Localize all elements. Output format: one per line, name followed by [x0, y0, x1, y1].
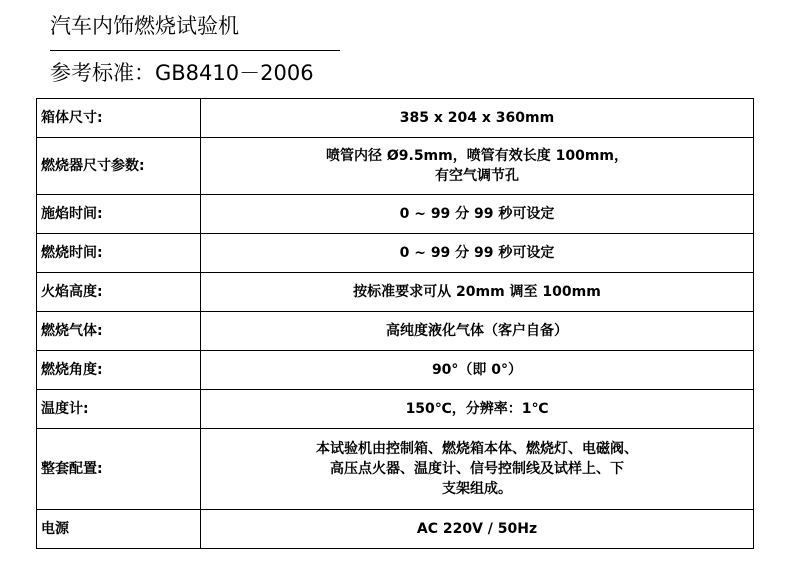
table-row [37, 273, 754, 312]
row-value [201, 510, 754, 549]
table-row [37, 138, 754, 195]
row-value [201, 234, 754, 273]
value-line: 0 ~ 99 分 99 秒可设定 [399, 245, 555, 261]
table-row [37, 312, 754, 351]
value-line: 高压点火器、温度计、信号控制线及试样上、下 [330, 461, 624, 477]
value-line: 有空气调节孔 [435, 168, 519, 184]
reference-standard: 参考标准：GB8410－2006 [50, 61, 314, 85]
table-row [37, 234, 754, 273]
table-row [37, 99, 754, 138]
value-line: 本试验机由控制箱、燃烧箱本体、燃烧灯、电磁阀、 [316, 441, 638, 457]
value-line: 按标准要求可从 20mm 调至 100mm [353, 284, 601, 300]
row-label: 施焰时间: [37, 195, 201, 234]
page-title: 汽车内饰燃烧试验机 [50, 14, 239, 38]
row-label: 燃烧器尺寸参数: [37, 138, 201, 195]
table-row [37, 429, 754, 510]
row-value [201, 273, 754, 312]
value-line: 0 ~ 99 分 99 秒可设定 [399, 206, 555, 222]
row-value [201, 99, 754, 138]
table-row [37, 351, 754, 390]
row-label: 燃烧气体: [37, 312, 201, 351]
value-line: 90°（即 0°） [431, 362, 523, 378]
row-value [201, 195, 754, 234]
table-row [37, 195, 754, 234]
row-label: 燃烧角度: [37, 351, 201, 390]
row-value [201, 429, 754, 510]
row-label: 火焰高度: [37, 273, 201, 312]
table-row [37, 510, 754, 549]
spec-table [36, 98, 754, 549]
value-line: 高纯度液化气体（客户自备） [386, 323, 568, 339]
row-value [201, 312, 754, 351]
title-divider [50, 50, 340, 51]
row-value [201, 390, 754, 429]
value-line: 150℃，分辨率：1℃ [405, 401, 549, 417]
row-label: 箱体尺寸: [37, 99, 201, 138]
value-line: AC 220V / 50Hz [416, 521, 538, 537]
row-label: 整套配置: [37, 429, 201, 510]
row-label: 电源 [37, 510, 201, 549]
row-label: 燃烧时间: [37, 234, 201, 273]
row-value [201, 351, 754, 390]
table-row [37, 390, 754, 429]
value-line: 支架组成。 [442, 481, 512, 497]
value-line: 喷管内径 Ø9.5mm，喷管有效长度 100mm， [325, 148, 629, 164]
row-value [201, 138, 754, 195]
value-line: 385 x 204 x 360mm [399, 110, 555, 126]
row-label: 温度计: [37, 390, 201, 429]
